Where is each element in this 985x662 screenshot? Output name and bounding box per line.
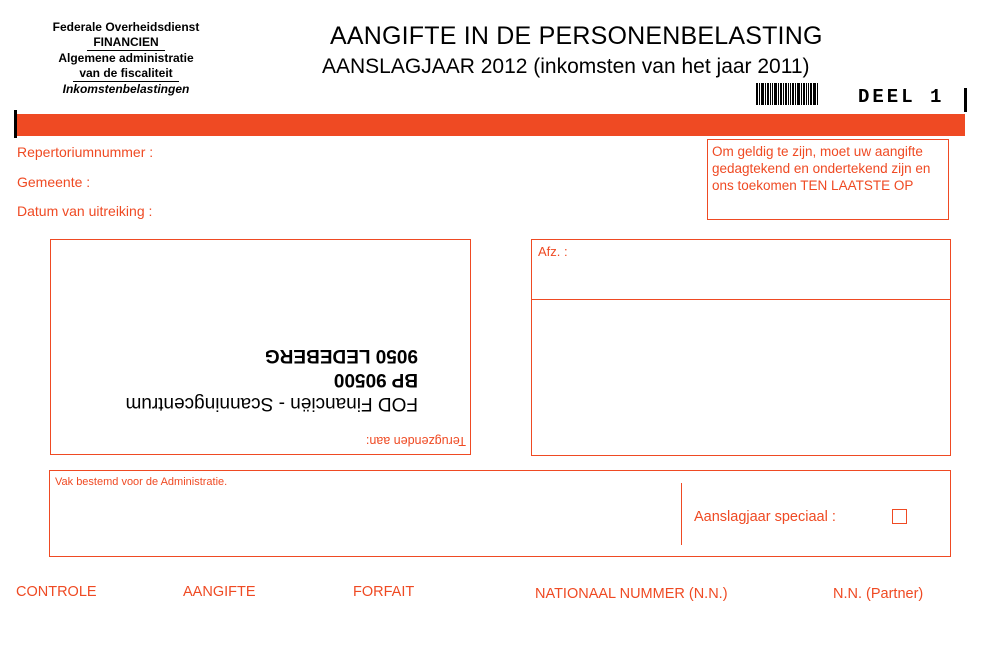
- admin-label: Vak bestemd voor de Administratie.: [55, 476, 228, 488]
- agency-line-3: Algemene administratie: [58, 51, 194, 65]
- agency-line-5: Inkomstenbelastingen: [62, 82, 190, 96]
- barcode: [756, 83, 818, 105]
- agency-line-1: Federale Overheidsdienst: [52, 20, 200, 34]
- notice-line-1: Om geldig te zijn, moet uw aangifte: [712, 144, 923, 159]
- footer-aangifte: AANGIFTE: [183, 584, 256, 600]
- corner-mark: [964, 88, 967, 112]
- notice-line-3: ons toekomen TEN LAATSTE OP: [712, 178, 914, 193]
- admin-box: [49, 470, 951, 557]
- repertorium-label: Repertoriumnummer :: [17, 144, 154, 160]
- notice-line-2: gedagtekend en ondertekend zijn en: [712, 161, 931, 176]
- agency-line-4: van de fiscaliteit: [73, 66, 178, 82]
- footer-national-number: NATIONAAL NUMMER (N.N.): [535, 586, 728, 602]
- datum-label: Datum van uitreiking :: [17, 203, 153, 219]
- return-line-2: BP 90500: [333, 369, 418, 390]
- part-label: DEEL 1: [858, 86, 945, 108]
- sender-box[interactable]: [531, 239, 951, 456]
- gemeente-label: Gemeente :: [17, 174, 91, 190]
- footer-forfait: FORFAIT: [353, 584, 415, 600]
- footer-controle: CONTROLE: [16, 584, 97, 600]
- sender-divider: [532, 299, 950, 300]
- header-bar: [14, 114, 965, 136]
- deadline-notice: [707, 139, 949, 220]
- page-title: AANGIFTE IN DE PERSONENBELASTING: [330, 22, 823, 50]
- admin-divider: [681, 483, 682, 545]
- return-line-1: FOD Financiën - Scanningcentrum: [125, 393, 418, 414]
- agency-block: [36, 20, 216, 97]
- agency-line-2: FINANCIEN: [87, 35, 164, 51]
- return-label: Terugzenden aan:: [365, 434, 466, 448]
- checkbox-icon[interactable]: [892, 509, 907, 524]
- corner-mark-left: [14, 110, 17, 138]
- return-address-box: [50, 239, 471, 455]
- page-subtitle: AANSLAGJAAR 2012 (inkomsten van het jaar 2011): [322, 55, 810, 78]
- footer-partner-number: N.N. (Partner): [833, 586, 924, 602]
- sender-label: Afz. :: [538, 244, 568, 259]
- return-line-3: 9050 LEDEBERG: [264, 345, 418, 366]
- special-year-label: Aanslagjaar speciaal :: [694, 509, 836, 525]
